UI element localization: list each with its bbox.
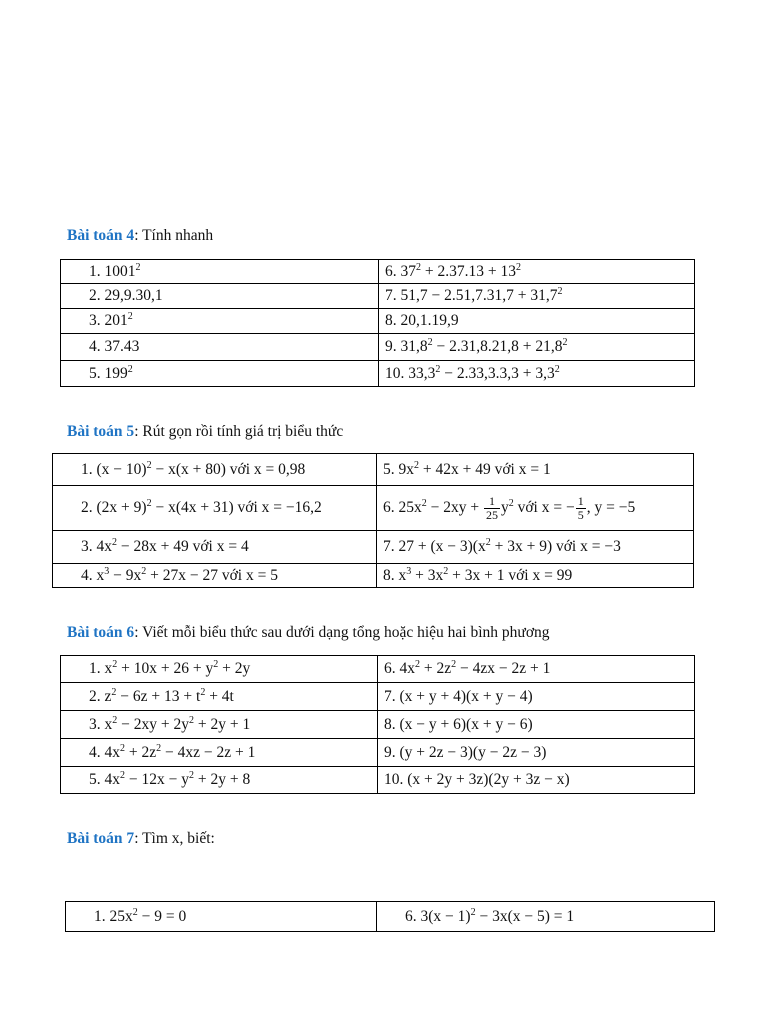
exercise-cell: 6. $25x^2 - 2xy$ + $\frac{1}{25}$ $y^2$ với x = − $\frac{1}{5}$ , y = −5 — [377, 486, 694, 531]
exercise-cell: 9. (y + 2z − 3)(y − 2z − 3) — [378, 739, 695, 767]
table-row — [53, 564, 694, 588]
exercise-cell: 2. $(2x + 9)^2 - x(4x + 31)$ với x = −16,2 — [53, 486, 377, 531]
table-row — [61, 334, 695, 361]
table-row — [53, 486, 694, 531]
table-row — [61, 711, 695, 739]
exercise-cell: 5. $9x^2 + 42x + 49$ với x = 1 — [377, 454, 694, 486]
exercise-cell: 1. 1001$^2$ — [61, 260, 379, 284]
exercise-cell: 7. (x + y + 4)(x + y − 4) — [378, 683, 695, 711]
problem-5-heading — [67, 423, 343, 441]
exercise-cell: 4. 37.43 — [61, 334, 379, 361]
problem-5-table — [52, 453, 694, 588]
exercise-cell: 6. $3(x - 1)^2 - 3x(x - 5) = 1$ — [377, 902, 715, 932]
problem-6-title: : Viết mỗi biểu thức sau dưới dạng tổng hoặc hiệu hai bình phương — [134, 624, 550, 641]
exercise-cell: 3. $4x^2 - 28x + 49$ với x = 4 — [53, 531, 377, 564]
exercise-cell: 4. $x^3 - 9x^2 + 27x - 27$ với x = 5 — [53, 564, 377, 588]
table-row — [66, 902, 715, 932]
exercise-cell: 8. (x − y + 6)(x + y − 6) — [378, 711, 695, 739]
exercise-cell: 10. $33,3^2 - 2.33,3.3,3 + 3,3^2$ — [379, 361, 695, 387]
problem-4-heading — [67, 227, 213, 245]
problem-7-heading — [67, 830, 215, 848]
table-row — [61, 683, 695, 711]
table-row — [61, 284, 695, 309]
exercise-cell: 5. $199^2$ — [61, 361, 379, 387]
exercise-cell: 7. $27 + (x - 3)(x^2 + 3x + 9)$ với x = −3 — [377, 531, 694, 564]
table-row — [61, 361, 695, 387]
exercise-cell: 4. $4x^2 + 2z^2 - 4xz - 2z + 1$ — [61, 739, 378, 767]
exercise-cell: 5. $4x^2 - 12x - y^2 + 2y + 8$ — [61, 767, 378, 794]
exercise-cell: 3. $201^2$ — [61, 309, 379, 334]
problem-5-label: Bài toán 5 — [67, 423, 135, 440]
exercise-cell: 2. 29,9.30,1 — [61, 284, 379, 309]
problem-7-label: Bài toán 7 — [67, 830, 135, 847]
exercise-cell: 3. $x^2 - 2xy + 2y^2 + 2y + 1$ — [61, 711, 378, 739]
table-row — [61, 309, 695, 334]
table-row — [61, 767, 695, 794]
problem-7-table — [65, 901, 715, 932]
table-row — [61, 260, 695, 284]
exercise-cell: 2. $z^2 - 6z + 13 + t^2 + 4t$ — [61, 683, 378, 711]
problem-6-heading — [67, 624, 550, 642]
problem-6-label: Bài toán 6 — [67, 624, 135, 641]
problem-4-label: Bài toán 4 — [67, 227, 135, 244]
problem-5-title: : Rút gọn rồi tính giá trị biểu thức — [134, 423, 344, 440]
problem-7-title: : Tìm x, biết: — [134, 830, 215, 847]
exercise-cell: 6. $4x^2 + 2z^2 - 4zx - 2z + 1$ — [378, 656, 695, 683]
exercise-cell: 7. $51,7 - 2.51,7.31,7 + 31,7^2$ — [379, 284, 695, 309]
exercise-cell: 8. 20,1.19,9 — [379, 309, 695, 334]
table-row — [53, 454, 694, 486]
problem-4-table — [60, 259, 695, 387]
exercise-cell: 1. $25x^2 - 9 = 0$ — [66, 902, 377, 932]
exercise-cell: 6. $37^2 + 2.37.13 + 13^2$ — [379, 260, 695, 284]
exercise-cell: 10. (x + 2y + 3z)(2y + 3z − x) — [378, 767, 695, 794]
table-row — [61, 656, 695, 683]
exercise-cell: 8. $x^3 + 3x^2 + 3x + 1$ với x = 99 — [377, 564, 694, 588]
table-row — [61, 739, 695, 767]
problem-6-table — [60, 655, 695, 794]
problem-4-title: : Tính nhanh — [134, 227, 214, 244]
exercise-cell: 1. $(x - 10)^2 - x(x + 80)$ với x = 0,98 — [53, 454, 377, 486]
exercise-cell: 9. $31,8^2 - 2.31,8.21,8 + 21,8^2$ — [379, 334, 695, 361]
table-row — [53, 531, 694, 564]
exercise-cell: 1. $x^2 + 10x + 26 + y^2 + 2y$ — [61, 656, 378, 683]
